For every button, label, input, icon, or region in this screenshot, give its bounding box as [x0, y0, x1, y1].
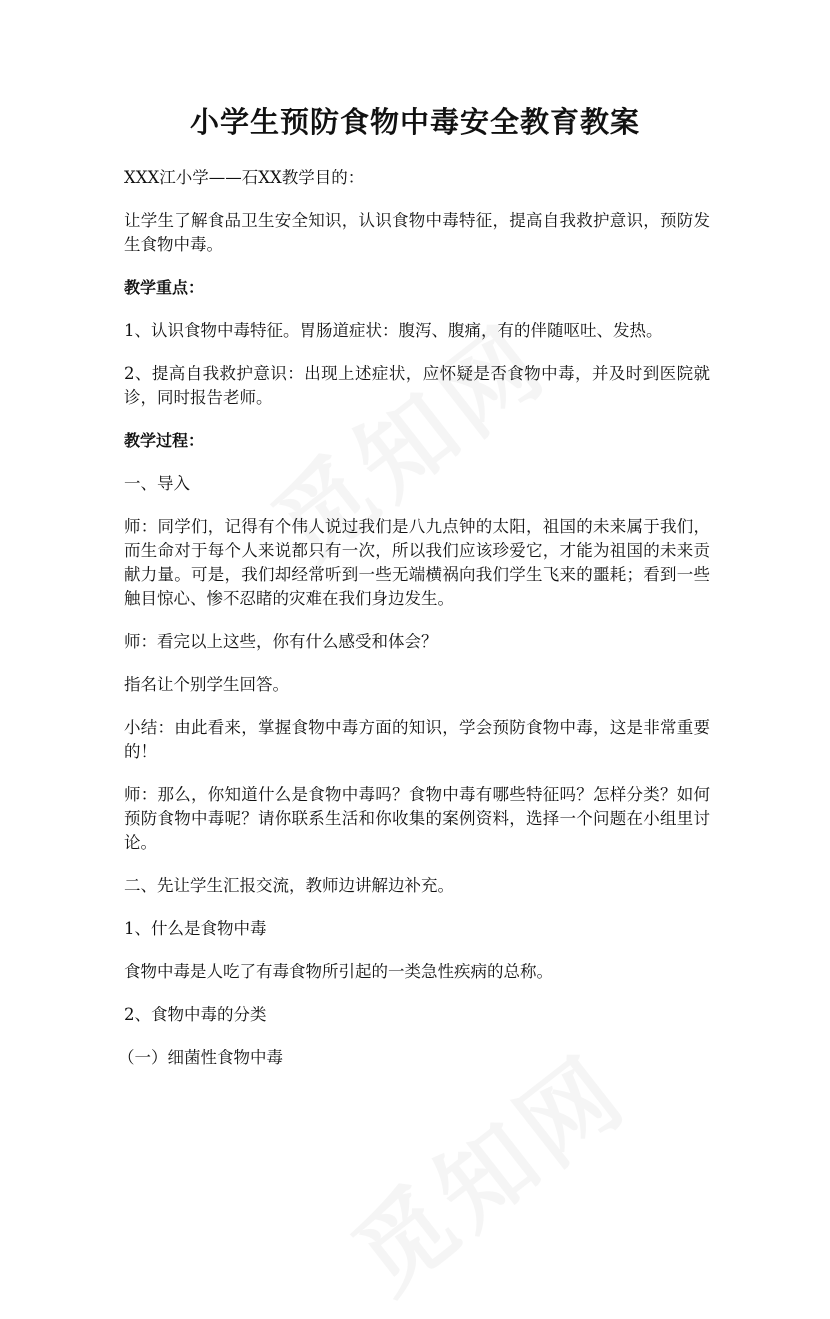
paragraph-teacher-discussion: 师：那么，你知道什么是食物中毒吗？食物中毒有哪些特征吗？怎样分类？如何预防食物中毒呢？请你联系生活和你收集的案例资料，选择一个问题在小组里讨论。 [124, 785, 710, 852]
paragraph-teaching-goal: 让学生了解食品卫生安全知识，认识食物中毒特征，提高自我救护意识，预防发生食物中毒。 [124, 211, 710, 254]
document-title: 小学生预防食物中毒安全教育教案 [189, 105, 640, 139]
heading-bacterial-poisoning: （一）细菌性食物中毒 [118, 1048, 283, 1067]
paragraph-summary: 小结：由此看来，掌握食物中毒方面的知识，学会预防食物中毒，这是非常重要的！ [124, 718, 710, 761]
paragraph-focus-1: 1、认识食物中毒特征。胃肠道症状：腹泻、腹痛，有的伴随呕吐、发热。 [124, 321, 663, 340]
heading-teaching-process: 教学过程： [124, 431, 205, 450]
heading-classification: 2、食物中毒的分类 [124, 1005, 267, 1024]
heading-what-is-food-poisoning: 1、什么是食物中毒 [124, 919, 267, 938]
paragraph-student-answer: 指名让个别学生回答。 [124, 675, 289, 694]
document-body [118, 166, 710, 1089]
paragraph-focus-2: 2、提高自我救护意识：出现上述症状，应怀疑是否食物中毒，并及时到医院就诊，同时报告老师。 [124, 364, 710, 407]
paragraph-teacher-intro: 师：同学们，记得有个伟人说过我们是八九点钟的太阳，祖国的未来属于我们，而生命对于每个人来说都只有一次，所以我们应该珍爱它，才能为祖国的未来贡献力量。可是，我们却经常听到一些无端横祸向我们学生飞来的噩耗；看到一些触目惊心、惨不忍睹的灾难在我们身边发生。 [124, 517, 710, 608]
paragraph-school-author: XXX江小学——石XX教学目的： [124, 168, 365, 187]
heading-teaching-focus: 教学重点： [124, 278, 205, 297]
paragraph-definition: 食物中毒是人吃了有毒食物所引起的一类急性疾病的总称。 [124, 962, 553, 981]
heading-report-exchange: 二、先让学生汇报交流，教师边讲解边补充。 [124, 876, 454, 895]
paragraph-teacher-question: 师：看完以上这些，你有什么感受和体会？ [124, 632, 438, 651]
heading-introduction: 一、导入 [124, 474, 190, 493]
